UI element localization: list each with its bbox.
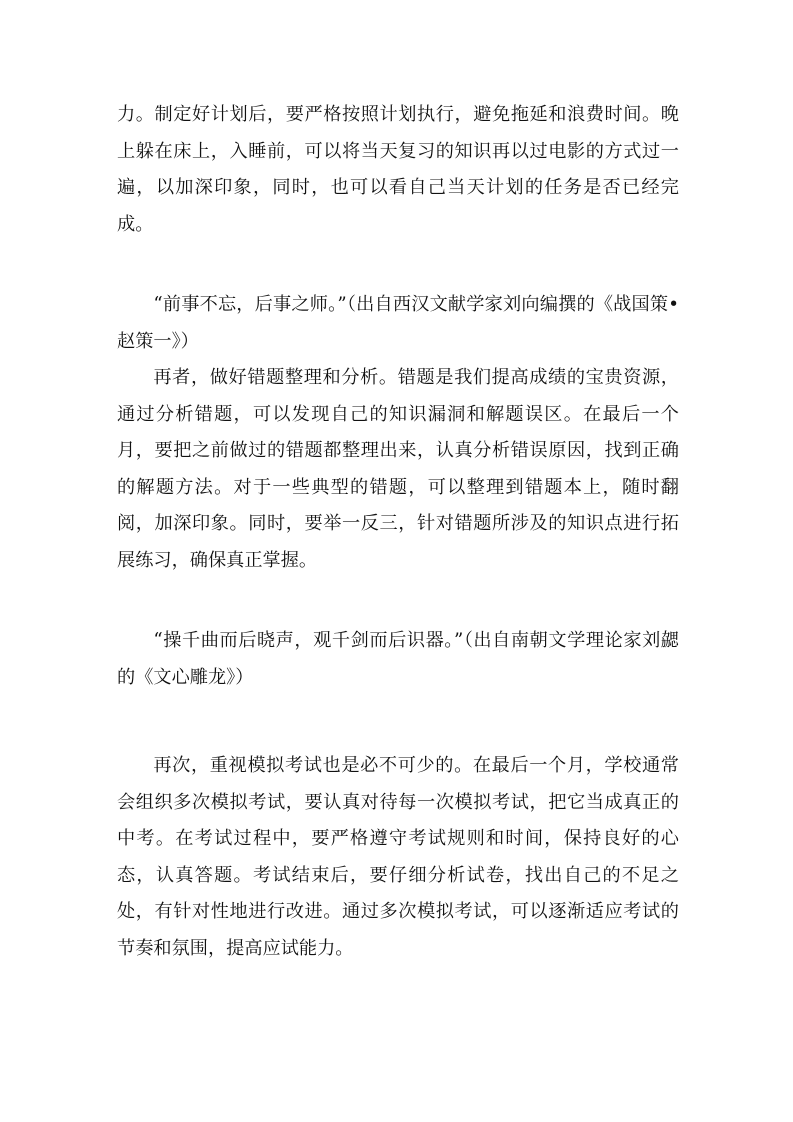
paragraph-plan-continuation: 力。制定好计划后，要严格按照计划执行，避免拖延和浪费时间。晚上躲在床上，入睡前，可以将当天复习的知识再以过电影的方式过一遍，以加深印象，同时，也可以看自己当天计划的任务是否已经完成。	[117, 104, 679, 235]
document-page	[117, 97, 679, 967]
paragraph-error-analysis: 再者，做好错题整理和分析。错题是我们提高成绩的宝贵资源，通过分析错题，可以发现自己的知识漏洞和解题误区。在最后一个月，要把之前做过的错题都整理出来，认真分析错误原因，找到正确的解题方法。对于一些典型的错题，可以整理到错题本上，随时翻阅，加深印象。同时，要举一反三，针对错题所涉及的知识点进行拓展练习，确保真正掌握。	[117, 367, 679, 571]
paragraph-mock-exams: 再次，重视模拟考试也是必不可少的。在最后一个月，学校通常会组织多次模拟考试，要认真对待每一次模拟考试，把它当成真正的中考。在考试过程中，要严格遵守考试规则和时间，保持良好的心态，认真答题。考试结束后，要仔细分析试卷，找出自己的不足之处，有针对性地进行改进。通过多次模拟考试，可以逐渐适应考试的节奏和氛围，提高应试能力。	[117, 755, 679, 959]
quote-liu-xiang: “前事不忘，后事之师。”（出自西汉文献学家刘向编撰的《战国策•赵策一》）	[117, 294, 679, 352]
quote-liu-xie: “操千曲而后晓声，观千剑而后识器。”（出自南朝文学理论家刘勰的《文心雕龙》）	[117, 630, 679, 688]
